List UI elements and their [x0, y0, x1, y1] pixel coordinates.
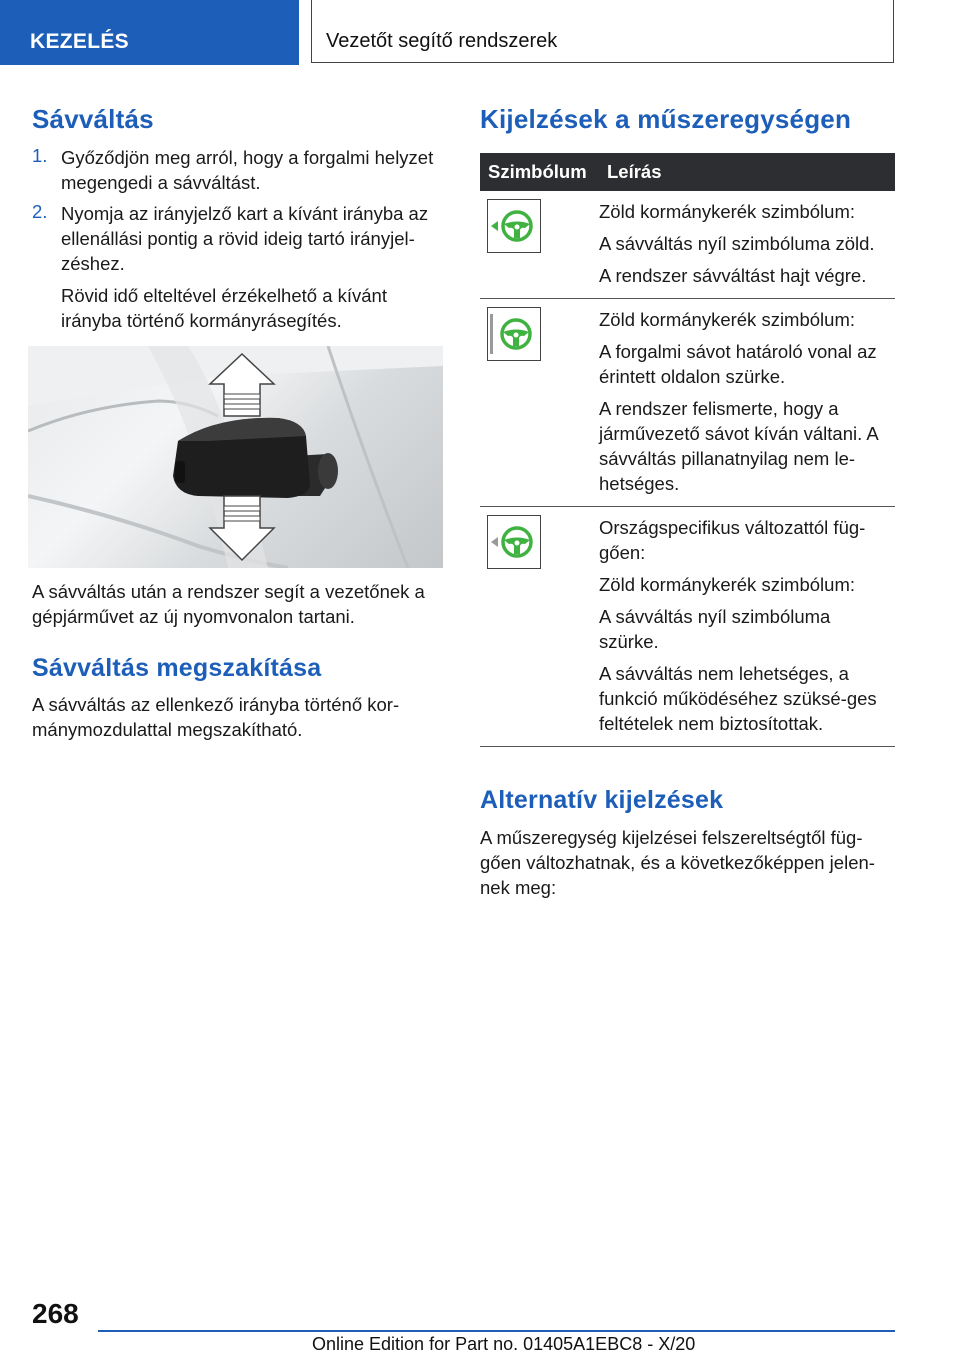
row-desc-line: Országspecifikus változattól füg-gően: — [599, 517, 866, 563]
section-title-displays: Kijelzések a műszeregységen — [480, 104, 852, 134]
table-header-symbol: Szimbólum — [480, 153, 599, 191]
green-steering-wheel-lane-gray-icon — [487, 307, 541, 361]
row-desc-line: A rendszer felismerte, hogy a járművezető sávot kíván váltani. A sávváltás pillanatnyilag nem le-hetséges. — [599, 398, 878, 494]
step-number: 1. — [32, 145, 48, 166]
symbol-table — [480, 153, 895, 747]
header-chapter-label: Vezetőt segítő rendszerek — [326, 30, 558, 52]
step-text: Győződjön meg arról, hogy a forgalmi helyzet megengedi a sávváltást. — [61, 147, 434, 193]
step-note: Rövid idő elteltével érzékelhető a kívánt irányba történő kormányrásegítés. — [61, 285, 387, 331]
section-title-lane-change: Sávváltás — [32, 104, 154, 134]
row-desc-line: A sávváltás nyíl szimbóluma szürke. — [599, 606, 831, 652]
row-desc-line: A sávváltás nyíl szimbóluma zöld. — [599, 233, 875, 254]
step-text: Nyomja az irányjelző kart a kívánt irányba az ellenállási pontig a rövid ideig tartó irányjel-zéshez. — [61, 203, 429, 274]
footer-divider — [98, 1330, 895, 1332]
section-title-abort: Sávváltás megszakítása — [32, 654, 322, 682]
row-desc-line: A sávváltás nem lehetséges, a funkció működéséhez szüksé-ges feltételek nem biztosítottak. — [599, 663, 877, 734]
step-number: 2. — [32, 201, 48, 222]
turn-signal-lever-illustration — [28, 346, 443, 568]
green-steering-wheel-arrow-green-icon — [487, 199, 541, 253]
table-row — [480, 507, 895, 747]
header-chapter-box — [311, 0, 894, 63]
page-number: 268 — [32, 1298, 79, 1329]
green-steering-wheel-arrow-gray-icon — [487, 515, 541, 569]
row-desc-line: A rendszer sávváltást hajt végre. — [599, 265, 867, 286]
footer-edition: Online Edition for Part no. 01405A1EBC8 - X/20 — [312, 1334, 696, 1354]
alternative-text: A műszeregység kijelzései felszereltségtől füg-gően változhatnak, és a következőképpen jelen-nek meg: — [480, 827, 875, 898]
table-row — [480, 299, 895, 507]
header-section-label: KEZELÉS — [30, 30, 129, 53]
table-row — [480, 191, 895, 299]
abort-text: A sávváltás az ellenkező irányba történő kor-mánymozdulattal megszakítható. — [32, 694, 400, 740]
row-desc-line: Zöld kormánykerék szimbólum: — [599, 574, 855, 595]
row-desc-line: Zöld kormánykerék szimbólum: — [599, 201, 855, 222]
row-desc-line: Zöld kormánykerék szimbólum: — [599, 309, 855, 330]
row-desc-line: A forgalmi sávot határoló vonal az érintett oldalon szürke. — [599, 341, 877, 387]
section-title-alternative: Alternatív kijelzések — [480, 786, 724, 814]
table-header-description: Leírás — [599, 153, 895, 191]
illustration-caption: A sávváltás után a rendszer segít a vezetőnek a gépjárművet az új nyomvonalon tartani. — [32, 581, 425, 627]
header-section-tab — [0, 0, 299, 65]
turn-signal-lever-icon — [28, 346, 443, 568]
